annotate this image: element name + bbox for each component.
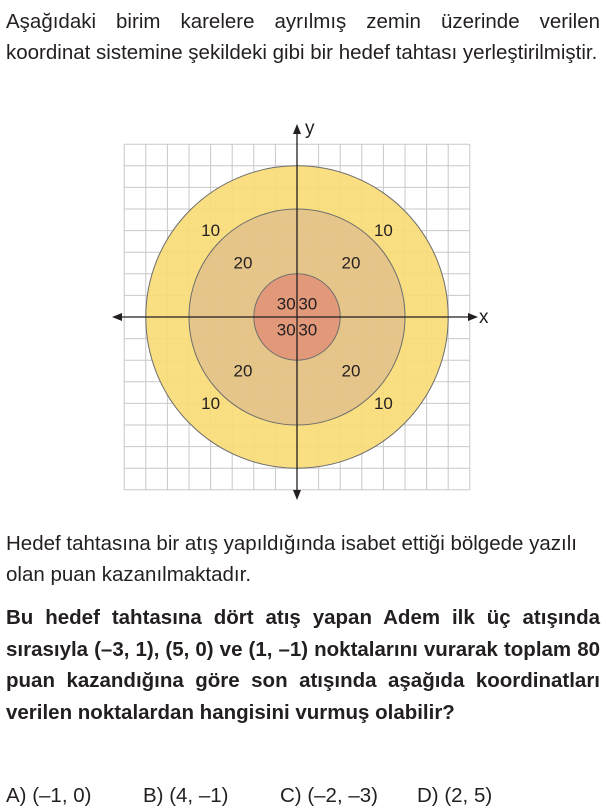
x-axis-arrow-right bbox=[468, 313, 478, 321]
y-axis-arrow-down bbox=[293, 490, 301, 500]
target-board-svg bbox=[110, 118, 502, 503]
point-label-30: 30 bbox=[276, 320, 296, 340]
point-label-20: 20 bbox=[341, 361, 361, 381]
point-label-10: 10 bbox=[373, 221, 393, 241]
point-label-30: 30 bbox=[298, 320, 318, 340]
point-label-30: 30 bbox=[276, 294, 296, 314]
y-axis-arrow-up bbox=[293, 124, 301, 134]
point-label-20: 20 bbox=[233, 253, 253, 273]
answer-options bbox=[6, 783, 600, 811]
option-d[interactable]: D) (2, 5) bbox=[417, 784, 493, 807]
point-label-20: 20 bbox=[233, 361, 253, 381]
point-label-20: 20 bbox=[341, 253, 361, 273]
point-label-10: 10 bbox=[201, 393, 221, 413]
question-text: Bu hedef tahtasına dört atış yapan Adem ilk üç atışında sırasıyla (–3, 1), (5, 0) ve (1, –1) noktalarını vurarak toplam 80 puan kazandığına göre son atışında aşağıda koordinatları verilen noktalardan hangisini vurmuş olabilir? bbox=[6, 606, 600, 724]
y-axis-label: y bbox=[305, 118, 315, 139]
point-label-30: 30 bbox=[298, 294, 318, 314]
x-axis-arrow-left bbox=[112, 313, 122, 321]
scoring-rule-text: Hedef tahtasına bir atış yapıldığında isabet ettiği bölgede yazılı olan puan kazanılmaktadır. bbox=[6, 532, 577, 586]
point-label-10: 10 bbox=[373, 393, 393, 413]
option-c[interactable]: C) (–2, –3) bbox=[280, 784, 378, 807]
option-b[interactable]: B) (4, –1) bbox=[143, 784, 229, 807]
x-axis-label: x bbox=[479, 307, 489, 328]
option-a[interactable]: A) (–1, 0) bbox=[6, 784, 92, 807]
target-board-figure bbox=[110, 118, 502, 503]
point-label-10: 10 bbox=[201, 221, 221, 241]
intro-text: Aşağıdaki birim karelere ayrılmış zemin üzerinde verilen koordinat sistemine şekildeki gibi bir hedef tahtası yerleştirilmiştir. bbox=[6, 10, 600, 64]
